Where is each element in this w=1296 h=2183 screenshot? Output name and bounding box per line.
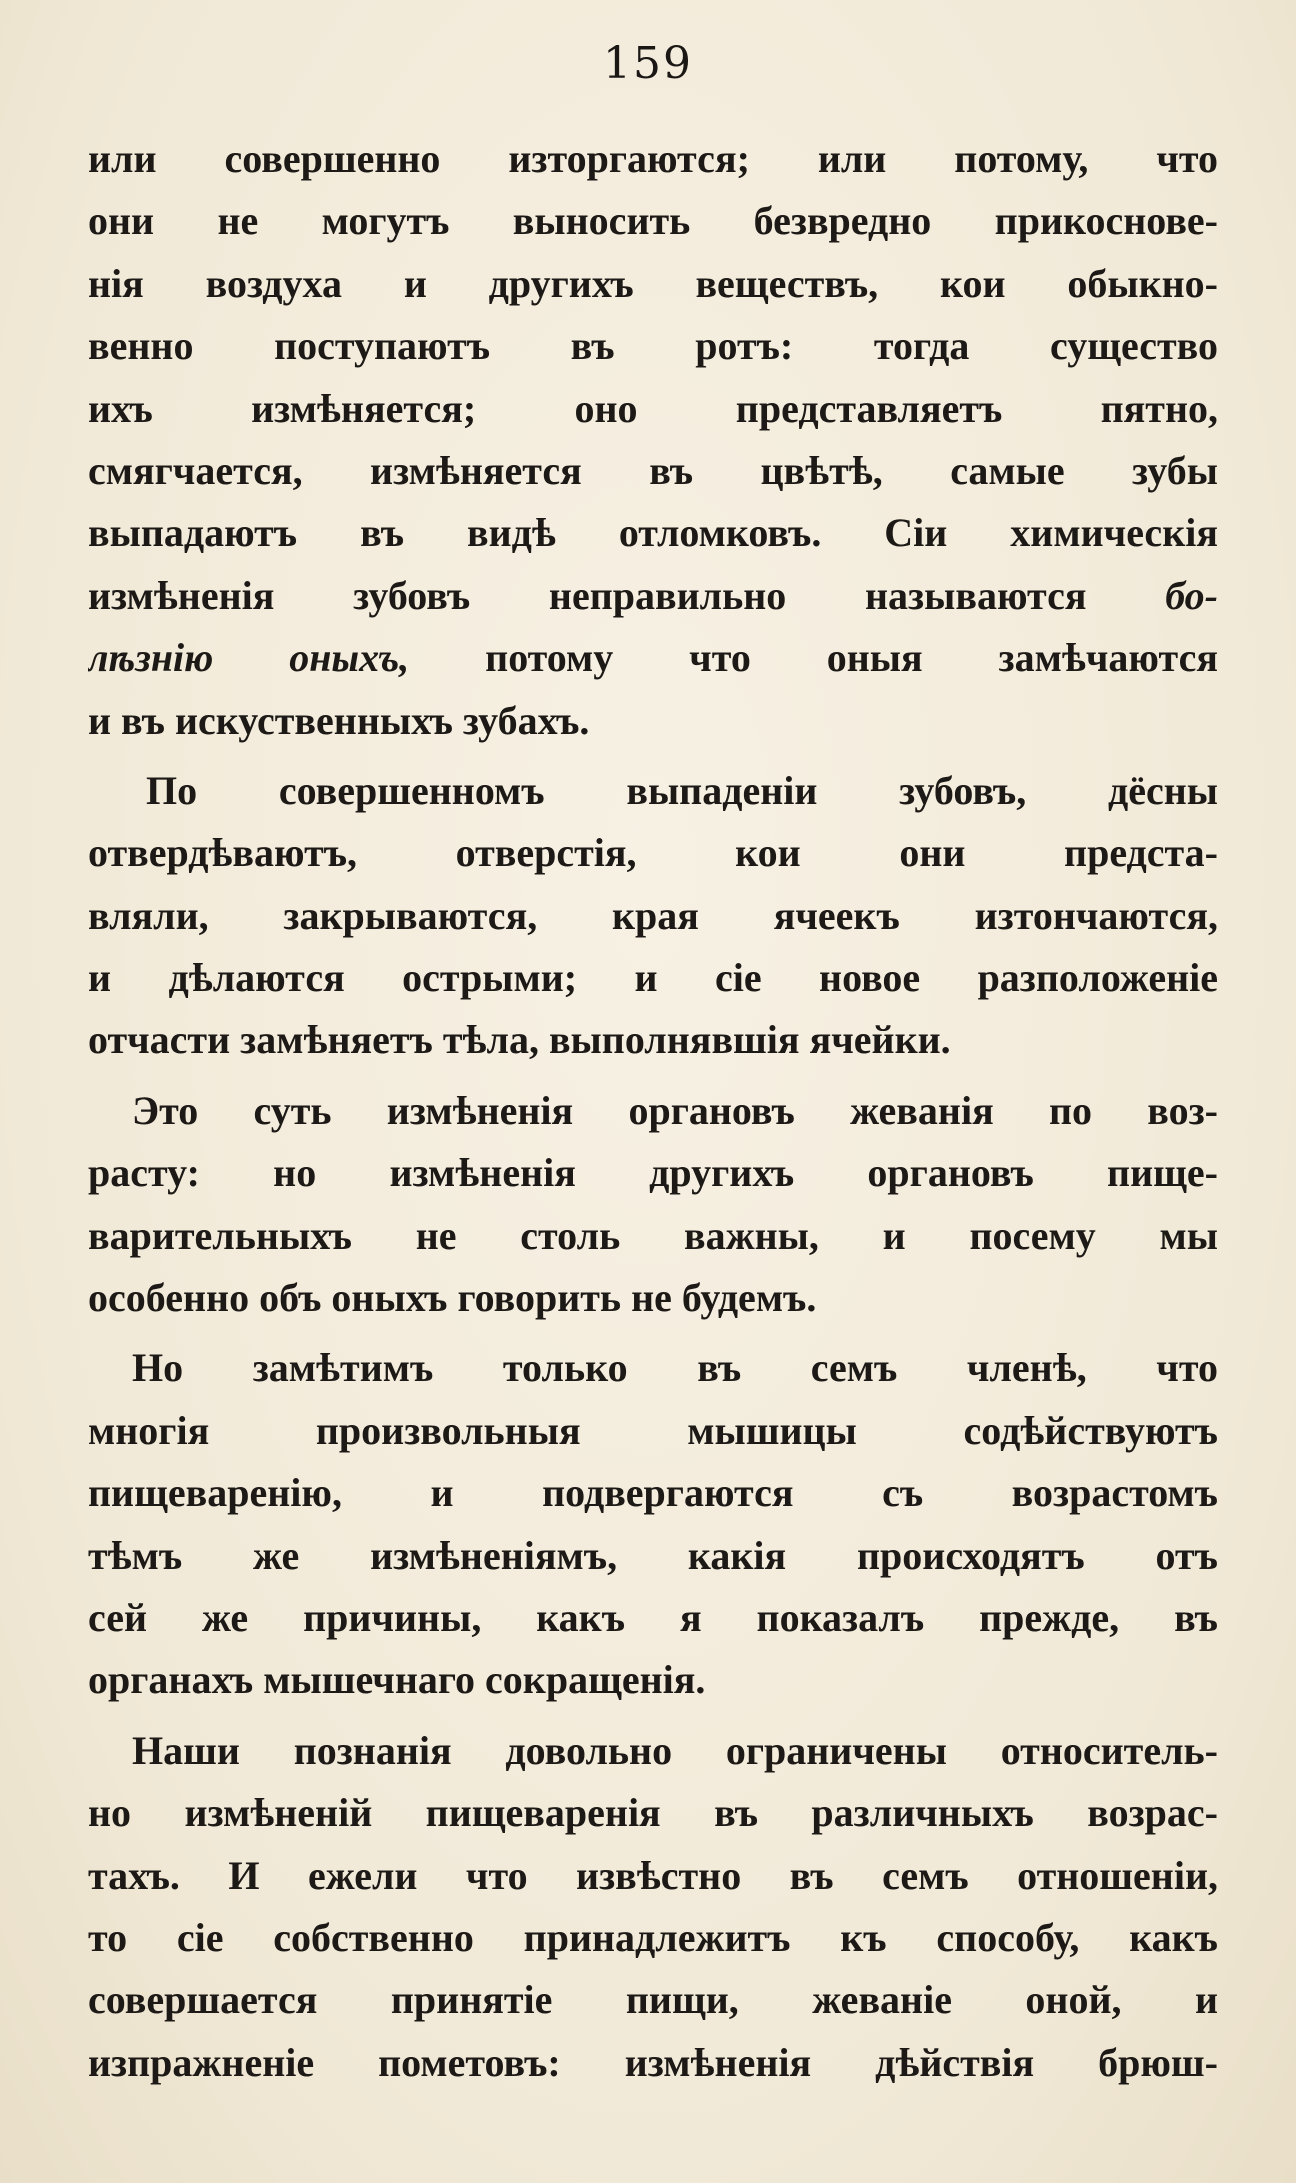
- text-line: нія воздуха и другихъ веществъ, кои обыкно-: [88, 260, 1218, 306]
- italic-term: лѣзнію оныхъ,: [88, 635, 410, 681]
- text-line: органахъ мышечнаго сокращенія.: [88, 1657, 706, 1703]
- text-line: изпражненіе пометовъ: измѣненія дѣйствія брюш-: [88, 2039, 1218, 2085]
- paragraph-first-line: Это суть измѣненія органовъ жеванія по воз-: [132, 1087, 1218, 1133]
- text-line: то сіе собственно принадлежитъ къ способу, какъ: [88, 1914, 1218, 1960]
- paragraph-first-line: По совершенномъ выпаденіи зубовъ, дёсны: [146, 767, 1218, 813]
- text-line: особенно объ оныхъ говорить не будемъ.: [88, 1275, 817, 1321]
- text-line: и дѣлаются острыми; и сіе новое разположеніе: [88, 955, 1218, 1001]
- paragraph-first-line: Наши познанія довольно ограничены относитель-: [132, 1727, 1218, 1773]
- text-line: отчасти замѣняетъ тѣла, выполнявшія ячейки.: [88, 1017, 951, 1063]
- body-text: [88, 128, 1218, 2094]
- text-line: венно поступаютъ въ ротъ: тогда существо: [88, 323, 1218, 369]
- text-line: и въ искуственныхъ зубахъ.: [88, 697, 590, 743]
- text-line: тѣмъ же измѣненіямъ, какія происходятъ отъ: [88, 1532, 1218, 1578]
- text-line: [88, 627, 1218, 689]
- text-line: сей же причины, какъ я показалъ прежде, въ: [88, 1594, 1218, 1640]
- paragraph-first-line: Но замѣтимъ только въ семъ членѣ, что: [132, 1345, 1218, 1391]
- text-line: или совершенно изторгаются; или потому, что: [88, 136, 1218, 181]
- text-segment: потому что оныя замѣчаются: [409, 635, 1218, 681]
- text-line: пищеваренію, и подвергаются съ возрастомъ: [88, 1470, 1218, 1516]
- text-line: совершается принятіе пищи, жеваніе оной, и: [88, 1977, 1218, 2023]
- text-line: отвердѣваютъ, отверстія, кои они предста-: [88, 830, 1218, 876]
- text-line: выпадаютъ въ видѣ отломковъ. Сіи химическія: [88, 510, 1218, 556]
- text-line: ихъ измѣняется; оно представляетъ пятно,: [88, 385, 1218, 431]
- text-line: но измѣненій пищеваренія въ различныхъ возрас-: [88, 1790, 1218, 1836]
- text-line: они не могутъ выносить безвредно прикоснове-: [88, 198, 1218, 244]
- text-line: смягчается, измѣняется въ цвѣтѣ, самые зубы: [88, 447, 1218, 493]
- text-line: расту: но измѣненія другихъ органовъ пище-: [88, 1150, 1218, 1196]
- page-number: 159: [603, 38, 693, 89]
- text-segment: измѣненія зубовъ неправильно называются: [88, 572, 1166, 618]
- italic-term: бо-: [1165, 572, 1218, 618]
- text-line: варительныхъ не столь важны, и посему мы: [88, 1212, 1218, 1258]
- text-line: тахъ. И ежели что извѣстно въ семъ отношеніи,: [88, 1852, 1218, 1898]
- text-line: [88, 565, 1218, 627]
- text-line: многія произвольныя мышицы содѣйствуютъ: [88, 1407, 1218, 1453]
- text-line: вляли, закрываются, края ячеекъ изтончаются,: [88, 892, 1218, 938]
